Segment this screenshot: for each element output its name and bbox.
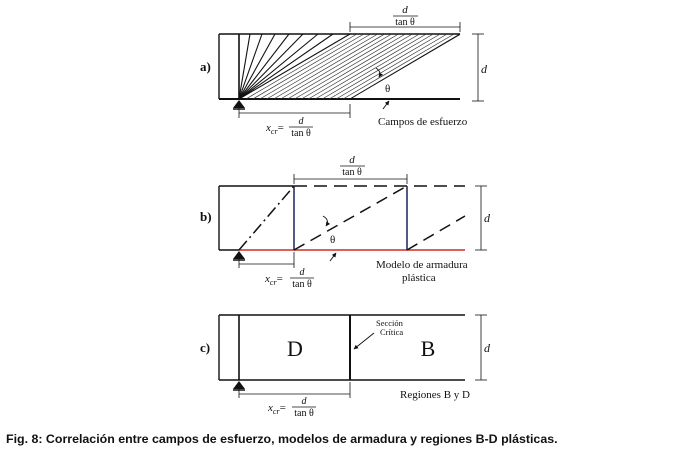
support-icon [233, 251, 245, 260]
top-dim-denominator: tan θ [395, 17, 415, 28]
xcr-numerator: d [298, 116, 304, 127]
height-label: d [484, 341, 490, 355]
diagonal-strut-1 [294, 186, 407, 250]
field-line [336, 34, 447, 99]
panel-b-label: b) [200, 209, 212, 224]
panel-b [200, 154, 491, 290]
region-b-label: B [420, 336, 436, 361]
xcr-denominator: tan θ [294, 408, 314, 419]
field-line [308, 34, 419, 99]
support-icon [233, 100, 245, 109]
height-label: d [481, 62, 487, 76]
callout-stress-fields: Campos de esfuerzo [378, 116, 468, 128]
field-boundary-line [350, 34, 460, 99]
xcr-label: $x_{cr}=$ [266, 122, 284, 136]
fan-strut-line [239, 34, 350, 99]
field-line [315, 34, 426, 99]
support-icon [233, 381, 245, 390]
field-line [246, 34, 357, 99]
callout-truss-line-2: plástica [402, 272, 436, 284]
stress-fan [239, 34, 350, 99]
xcr-label: $x_{cr}=$ [265, 273, 283, 287]
top-dim-numerator: d [402, 4, 408, 16]
critical-section-arrow-icon [354, 333, 374, 349]
callout-arrow-icon [383, 101, 389, 109]
angle-label: θ [385, 83, 391, 95]
fan-strut-line [239, 34, 333, 99]
diagonal-strut-2 [407, 216, 465, 250]
panel-a [200, 4, 488, 139]
field-line [343, 34, 454, 99]
callout-arrow-icon [330, 253, 336, 261]
panel-a-label: a) [200, 59, 211, 74]
top-dim-denominator: tan θ [342, 167, 362, 178]
panel-c [200, 315, 491, 419]
angle-arc-icon [323, 216, 327, 226]
xcr-numerator: d [301, 396, 307, 407]
field-line [267, 34, 378, 99]
field-line [274, 34, 385, 99]
field-line [288, 34, 399, 99]
angle-label: θ [330, 234, 336, 246]
field-line [281, 34, 392, 99]
callout-regions: Regiones B y D [400, 389, 470, 401]
region-d-label: D [287, 336, 303, 361]
height-label: d [484, 211, 490, 225]
field-line [260, 34, 371, 99]
callout-truss-line-1: Modelo de armadura [376, 259, 468, 271]
top-dim-numerator: d [349, 154, 355, 166]
xcr-denominator: tan θ [291, 128, 311, 139]
diagonal-strut-end [239, 186, 294, 250]
xcr-label: $x_{cr}=$ [268, 402, 286, 416]
figure-caption: Fig. 8: Correlación entre campos de esfuerzo, modelos de armadura y regiones B-D plásticas. [6, 432, 558, 446]
panel-c-label: c) [200, 340, 211, 355]
section-label-line-1: Sección [376, 318, 403, 328]
field-line [322, 34, 433, 99]
section-label-line-2: Crítica [380, 327, 404, 337]
xcr-numerator: d [299, 267, 305, 278]
fan-strut-line [239, 34, 289, 99]
xcr-denominator: tan θ [292, 279, 312, 290]
